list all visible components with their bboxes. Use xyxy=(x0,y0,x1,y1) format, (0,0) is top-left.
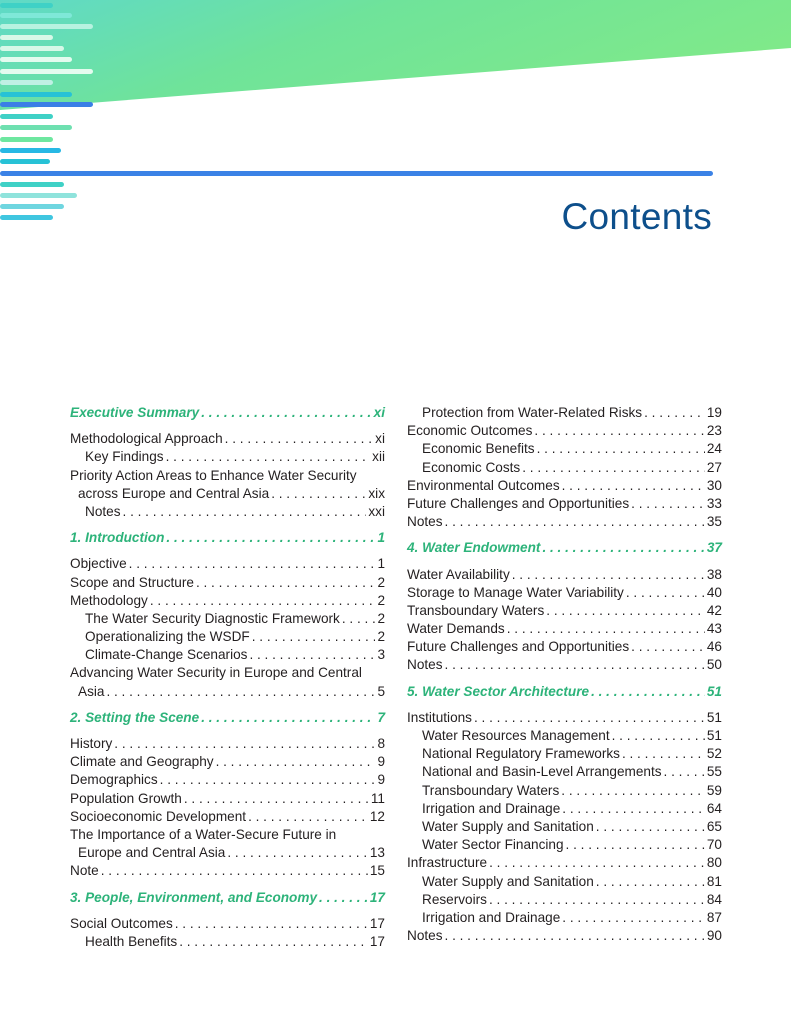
toc-entry[interactable] xyxy=(407,782,722,800)
leader-dots xyxy=(522,459,705,477)
toc-entry-label: Social Outcomes xyxy=(70,915,173,931)
toc-page-number: 2 xyxy=(377,592,385,608)
toc-page-number: 40 xyxy=(706,584,722,600)
toc-entry-line1: The Importance of a Water-Secure Future in xyxy=(70,826,337,842)
toc-page-number: 38 xyxy=(706,566,722,582)
leader-dots xyxy=(596,873,705,891)
toc-page-number: 59 xyxy=(706,782,722,798)
toc-entry[interactable] xyxy=(70,808,385,826)
toc-right-column xyxy=(407,404,722,945)
toc-entry-label: 3. People, Environment, and Economy xyxy=(70,889,318,905)
toc-entry-label: Economic Costs xyxy=(422,459,521,475)
leader-dots xyxy=(106,683,375,701)
toc-page-number: 52 xyxy=(706,746,722,762)
leader-dots xyxy=(664,763,705,781)
toc-page-number: 46 xyxy=(706,639,722,655)
toc-page-number: 37 xyxy=(706,540,722,556)
toc-page-number: 84 xyxy=(706,891,722,907)
toc-chapter[interactable] xyxy=(70,404,385,422)
toc-page-number: 17 xyxy=(369,889,385,905)
toc-entry[interactable] xyxy=(407,745,722,763)
toc-entry-label: Europe and Central Asia xyxy=(78,845,226,861)
toc-entry[interactable] xyxy=(70,915,385,933)
toc-entry[interactable] xyxy=(70,790,385,808)
leader-dots xyxy=(534,422,704,440)
toc-entry-label: Institutions xyxy=(407,709,472,725)
toc-entry[interactable] xyxy=(407,727,722,745)
toc-entry[interactable] xyxy=(70,771,385,789)
leader-dots xyxy=(445,927,705,945)
leader-dots xyxy=(114,735,375,753)
toc-entry-label: Water Sector Financing xyxy=(422,837,564,853)
toc-entry[interactable] xyxy=(70,683,385,701)
leader-dots xyxy=(319,889,368,907)
banner-gradient-shape xyxy=(0,0,791,110)
leader-dots xyxy=(196,574,376,592)
toc-entry-label: Methodology xyxy=(70,592,148,608)
toc-entry[interactable] xyxy=(70,430,385,448)
toc-page-number: xii xyxy=(372,449,385,465)
toc-entry[interactable] xyxy=(407,566,722,584)
toc-chapter[interactable] xyxy=(70,889,385,907)
toc-entry-label: Notes xyxy=(407,928,443,944)
toc-entry[interactable] xyxy=(407,422,722,440)
toc-page-number: 15 xyxy=(369,863,385,879)
leader-dots xyxy=(271,485,366,503)
toc-entry[interactable] xyxy=(70,628,385,646)
leader-dots xyxy=(561,782,705,800)
leader-dots xyxy=(166,448,371,466)
leader-dots xyxy=(489,891,705,909)
toc-page-number: 7 xyxy=(377,709,385,725)
leader-dots xyxy=(626,584,705,602)
toc-page-number: 3 xyxy=(377,647,385,663)
leader-dots xyxy=(631,495,705,513)
toc-page-number: 9 xyxy=(377,772,385,788)
toc-page-number: 11 xyxy=(370,790,385,806)
toc-entry-label: 1. Introduction xyxy=(70,530,165,546)
toc-entry[interactable] xyxy=(407,836,722,854)
leader-dots xyxy=(546,602,705,620)
toc-entry[interactable] xyxy=(407,891,722,909)
toc-entry[interactable] xyxy=(70,592,385,610)
leader-dots xyxy=(166,529,375,547)
leader-dots xyxy=(591,683,705,701)
leader-dots xyxy=(562,800,705,818)
leader-dots xyxy=(562,477,705,495)
toc-page-number: 50 xyxy=(706,657,722,673)
toc-entry[interactable] xyxy=(407,477,722,495)
toc-entry-label: Water Availability xyxy=(407,566,510,582)
toc-entry-label: Notes xyxy=(407,657,443,673)
leader-dots xyxy=(566,836,705,854)
toc-entry[interactable] xyxy=(407,495,722,513)
leader-dots xyxy=(184,790,369,808)
toc-entry-label: Transboundary Waters xyxy=(407,602,545,618)
toc-page-number: 64 xyxy=(706,800,722,816)
toc-entry-label: History xyxy=(70,736,113,751)
toc-entry[interactable] xyxy=(70,610,385,628)
toc-entry[interactable] xyxy=(407,656,722,674)
page-title: Contents xyxy=(561,196,712,237)
toc-entry-label: Methodological Approach xyxy=(70,431,223,447)
toc-page-number: 81 xyxy=(706,873,722,889)
toc-chapter[interactable] xyxy=(407,683,722,701)
toc-page-number: 35 xyxy=(706,514,722,530)
toc-entry[interactable] xyxy=(407,602,722,620)
toc-entry-label: Future Challenges and Opportunities xyxy=(407,639,630,655)
leader-dots xyxy=(512,566,705,584)
leader-dots xyxy=(612,727,705,745)
leader-dots xyxy=(631,638,705,656)
toc-entry[interactable] xyxy=(70,448,385,466)
leader-dots xyxy=(445,656,705,674)
toc-entry[interactable] xyxy=(70,753,385,771)
toc-entry[interactable] xyxy=(70,574,385,592)
toc-chapter[interactable] xyxy=(407,539,722,557)
toc-page-number: xi xyxy=(375,431,385,447)
toc-entry-label: Executive Summary xyxy=(70,405,200,420)
toc-entry-label: 2. Setting the Scene xyxy=(70,709,200,725)
toc-entry-label: Water Supply and Sanitation xyxy=(422,818,594,834)
leader-dots xyxy=(123,503,367,521)
toc-page-number: 17 xyxy=(369,933,385,949)
toc-page-number: 80 xyxy=(706,855,722,871)
toc-page-number: 12 xyxy=(369,808,385,824)
leader-dots xyxy=(542,539,704,557)
toc-page-number: 24 xyxy=(706,441,722,457)
toc-entry[interactable] xyxy=(70,933,385,951)
toc-page-number: 90 xyxy=(706,928,722,944)
toc-entry-label: Irrigation and Drainage xyxy=(422,909,561,925)
toc-page-number: 9 xyxy=(377,754,385,770)
toc-entry-label: Reservoirs xyxy=(422,891,487,907)
toc-entry-line1: Advancing Water Security in Europe and Central xyxy=(70,665,362,681)
toc-entry-label: Water Resources Management xyxy=(422,728,610,743)
toc-page-number: 23 xyxy=(706,423,722,439)
toc-entry[interactable] xyxy=(407,440,722,458)
toc-page-number: 65 xyxy=(706,818,722,834)
toc-entry-label: Water Demands xyxy=(407,621,505,637)
toc-entry[interactable] xyxy=(407,873,722,891)
toc-page-number: 17 xyxy=(369,915,385,931)
toc-entry[interactable] xyxy=(407,854,722,872)
leader-dots xyxy=(160,771,376,789)
toc-entry-line1: Priority Action Areas to Enhance Water Security xyxy=(70,467,357,483)
toc-entry-label: Infrastructure xyxy=(407,855,488,871)
toc-page-number: 19 xyxy=(706,405,722,420)
toc-page-number: 51 xyxy=(706,709,722,725)
toc-page-number: 8 xyxy=(377,736,385,751)
toc-entry-label: Future Challenges and Opportunities xyxy=(407,495,630,511)
toc-entry-label: Key Findings xyxy=(85,449,164,465)
toc-page-number: 42 xyxy=(706,602,722,618)
toc-entry-label: across Europe and Central Asia xyxy=(78,485,270,501)
toc-page-number: xi xyxy=(373,405,385,420)
toc-page-number: xix xyxy=(368,485,385,501)
leader-dots xyxy=(129,555,376,573)
toc-page-number: 2 xyxy=(377,629,385,645)
leader-dots xyxy=(537,440,705,458)
toc-entry-label: The Water Security Diagnostic Framework xyxy=(85,610,340,626)
leader-dots xyxy=(201,404,371,422)
toc-entry-label: Environmental Outcomes xyxy=(407,477,560,493)
toc-entry-label: Note xyxy=(70,863,99,879)
toc-entry[interactable] xyxy=(407,818,722,836)
toc-page-number: 1 xyxy=(377,530,385,546)
toc-page-number: 51 xyxy=(706,683,722,699)
toc-entry-label: Climate-Change Scenarios xyxy=(85,647,248,663)
toc-entry-label: 5. Water Sector Architecture xyxy=(407,683,590,699)
toc-entry-label: Economic Outcomes xyxy=(407,423,533,439)
toc-entry[interactable] xyxy=(407,909,722,927)
toc-entry-label: Demographics xyxy=(70,772,158,788)
toc-page-number: 1 xyxy=(377,556,385,572)
toc-page-number: 55 xyxy=(706,764,722,780)
toc-page-number: 27 xyxy=(706,459,722,475)
leader-dots xyxy=(175,915,368,933)
leader-dots xyxy=(201,709,375,727)
toc-entry[interactable] xyxy=(70,555,385,573)
toc-entry[interactable] xyxy=(407,638,722,656)
leader-dots xyxy=(445,513,705,531)
toc-page-number: 70 xyxy=(706,837,722,853)
toc-entry-label: Protection from Water-Related Risks xyxy=(422,405,643,420)
leader-dots xyxy=(150,592,376,610)
toc-entry[interactable] xyxy=(407,763,722,781)
leader-dots xyxy=(596,818,705,836)
leader-dots xyxy=(249,646,375,664)
toc-page-number: 51 xyxy=(706,728,722,743)
leader-dots xyxy=(644,404,705,422)
toc-entry-label: Irrigation and Drainage xyxy=(422,800,561,816)
toc-page-number: 2 xyxy=(377,574,385,590)
toc-entry-label: Economic Benefits xyxy=(422,441,535,457)
leader-dots xyxy=(474,709,705,727)
toc-entry[interactable] xyxy=(70,503,385,521)
toc-entry-label: Notes xyxy=(407,514,443,530)
toc-entry-label: 4. Water Endowment xyxy=(407,540,541,556)
leader-dots xyxy=(248,808,368,826)
toc-entry-label: Socioeconomic Development xyxy=(70,808,247,824)
toc-entry[interactable] xyxy=(70,844,385,862)
toc-entry-label: Climate and Geography xyxy=(70,754,214,770)
toc-page-number: 87 xyxy=(706,909,722,925)
leader-dots xyxy=(342,610,376,628)
toc-entry-label: Scope and Structure xyxy=(70,574,194,590)
toc-entry[interactable] xyxy=(407,620,722,638)
toc-entry[interactable] xyxy=(70,485,385,503)
toc-entry[interactable] xyxy=(407,513,722,531)
toc-page-number: 33 xyxy=(706,495,722,511)
toc-page-number: xxi xyxy=(368,503,385,519)
toc-entry[interactable] xyxy=(407,584,722,602)
toc-entry-label: Transboundary Waters xyxy=(422,782,560,798)
toc-page-number: 30 xyxy=(706,477,722,493)
toc-page-number: 2 xyxy=(377,610,385,626)
toc-entry[interactable] xyxy=(407,927,722,945)
toc-entry-label: Population Growth xyxy=(70,790,182,806)
toc-left-column xyxy=(70,404,385,951)
leader-dots xyxy=(216,753,376,771)
toc-entry-label: Asia xyxy=(78,683,105,699)
toc-entry[interactable] xyxy=(407,459,722,477)
leader-dots xyxy=(252,628,376,646)
toc-page-number: 5 xyxy=(377,683,385,699)
toc-page-number: 13 xyxy=(369,845,385,861)
toc-entry[interactable] xyxy=(407,404,722,422)
toc-entry[interactable] xyxy=(70,735,385,753)
toc-entry-label: National and Basin-Level Arrangements xyxy=(422,764,662,780)
toc-entry-label: Health Benefits xyxy=(85,933,178,949)
toc-chapter[interactable] xyxy=(70,529,385,547)
leader-dots xyxy=(227,844,368,862)
toc-entry-label: Water Supply and Sanitation xyxy=(422,873,594,889)
leader-dots xyxy=(489,854,705,872)
toc-chapter[interactable] xyxy=(70,709,385,727)
leader-dots xyxy=(507,620,705,638)
toc-entry-label: Storage to Manage Water Variability xyxy=(407,584,624,600)
toc-entry-label: National Regulatory Frameworks xyxy=(422,746,620,762)
toc-entry[interactable] xyxy=(407,800,722,818)
leader-dots xyxy=(101,862,368,880)
toc-entry-label: Objective xyxy=(70,556,127,572)
leader-dots xyxy=(562,909,705,927)
toc-entry-label: Notes xyxy=(85,503,121,519)
toc-entry[interactable] xyxy=(407,709,722,727)
leader-dots xyxy=(179,933,368,951)
toc-entry[interactable] xyxy=(70,646,385,664)
toc-page-number: 43 xyxy=(706,621,722,637)
toc-entry[interactable] xyxy=(70,862,385,880)
leader-dots xyxy=(622,745,705,763)
toc-entry-label: Operationalizing the WSDF xyxy=(85,629,250,645)
leader-dots xyxy=(225,430,374,448)
